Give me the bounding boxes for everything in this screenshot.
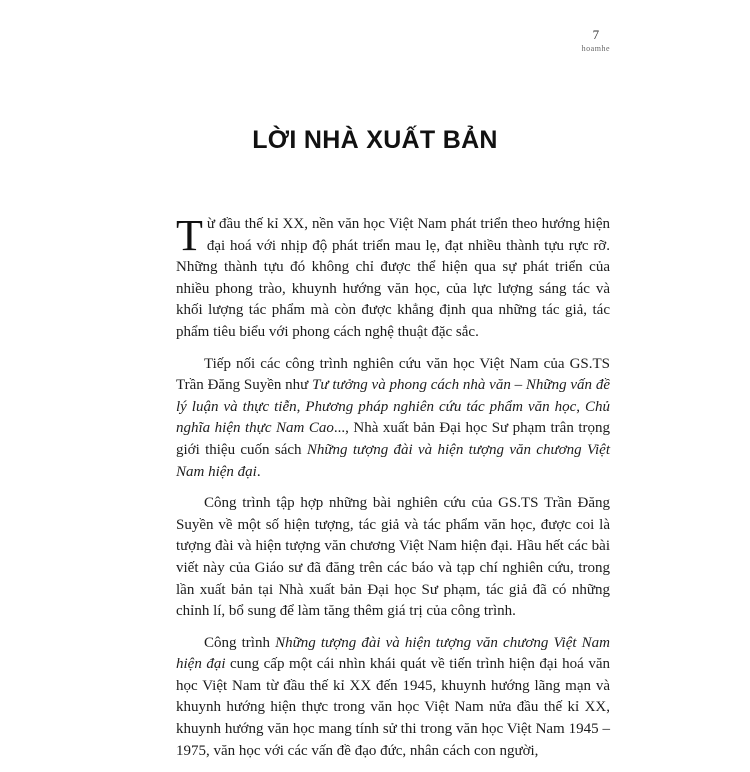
book-title-4: Những tượng đài và hiện tượng văn chương Việt Nam hiện đại [176, 441, 610, 480]
paragraph-3-text: Công trình tập hợp những bài nghiên cứu của GS.TS Trần Đăng Suyền về một số hiện tượng, tác giả và tác phẩm văn học, được coi là tượng đài và hiện tượng văn chương Việt Nam hiện đại. Hầu hết các bài viết này của Giáo sư đã đăng trên các báo và tạp chí nghiên cứu, trong lần xuất bản tại Nhà xuất bản Đại học Sư phạm, tác giả đã có những chỉnh lí, bổ sung để làm tăng thêm giá trị của công trình. [176, 495, 610, 620]
paragraph-2-text-c: , [576, 398, 586, 415]
paragraph-2-text-a: Tiếp nối các công trình nghiên cứu văn học Việt Nam của GS.TS Trần Đăng Suyền như [176, 355, 610, 394]
paragraph-2-text-e: . [256, 463, 261, 480]
paragraph-4-text-a: Công trình [204, 634, 276, 651]
body-text [176, 211, 611, 772]
paragraph-4 [176, 633, 610, 763]
paragraph-2-text-b: , [296, 398, 306, 415]
paragraph-3 [176, 493, 610, 623]
paragraph-1-text: ừ đầu thế kỉ XX, nền văn học Việt Nam phát triển theo hướng hiện đại hoá với nhịp độ phát triển mau lẹ, đạt nhiều thành tựu rực rỡ. Những thành tựu đó không chỉ được thể hiện qua sự phát triển của nhiều phong trào, khuynh hướng văn học, của lực lượng sáng tác và khối lượng tác phẩm mà còn được khẳng định qua những tác giả, tác phẩm tiêu biểu với phong cách nghệ thuật đặc sắc. [176, 216, 610, 340]
page-number-value: 7 [592, 27, 600, 42]
paragraph-2 [176, 354, 610, 484]
page-number [582, 28, 610, 56]
book-title-2: Phương pháp nghiên cứu tác phẩm văn học [305, 398, 577, 415]
book-title-1: Tư tưởng và phong cách nhà văn – Những vấn đề lý luận và thực tiễn [176, 377, 610, 415]
running-head: hoamhe [581, 44, 610, 53]
drop-cap: T [176, 211, 203, 260]
paragraph-4-text-b: cung cấp một cái nhìn khái quát về tiến trình hiện đại hoá văn học Việt Nam từ đầu thế kỉ XX đến 1945, khuynh hướng lãng mạn và khuynh hướng hiện thực trong văn học Việt Nam nửa đầu thế kỉ XX, khuynh hướng văn học mang tính sử thi trong văn học Việt Nam 1945 – 1975, văn học với các vấn đề đạo đức, nhân cách con người, [176, 656, 610, 759]
page-heading: LỜI NHÀ XUẤT BẢN [252, 126, 498, 154]
paragraph-1 [176, 211, 610, 344]
paragraph-2-text-d: ..., Nhà xuất bản Đại học Sư phạm trân trọng giới thiệu cuốn sách [176, 420, 610, 458]
book-title-3: Chủ nghĩa hiện thực Nam Cao [176, 398, 611, 437]
book-title-5: Những tượng đài và hiện tượng văn chương Việt Nam hiện đại [176, 634, 610, 673]
